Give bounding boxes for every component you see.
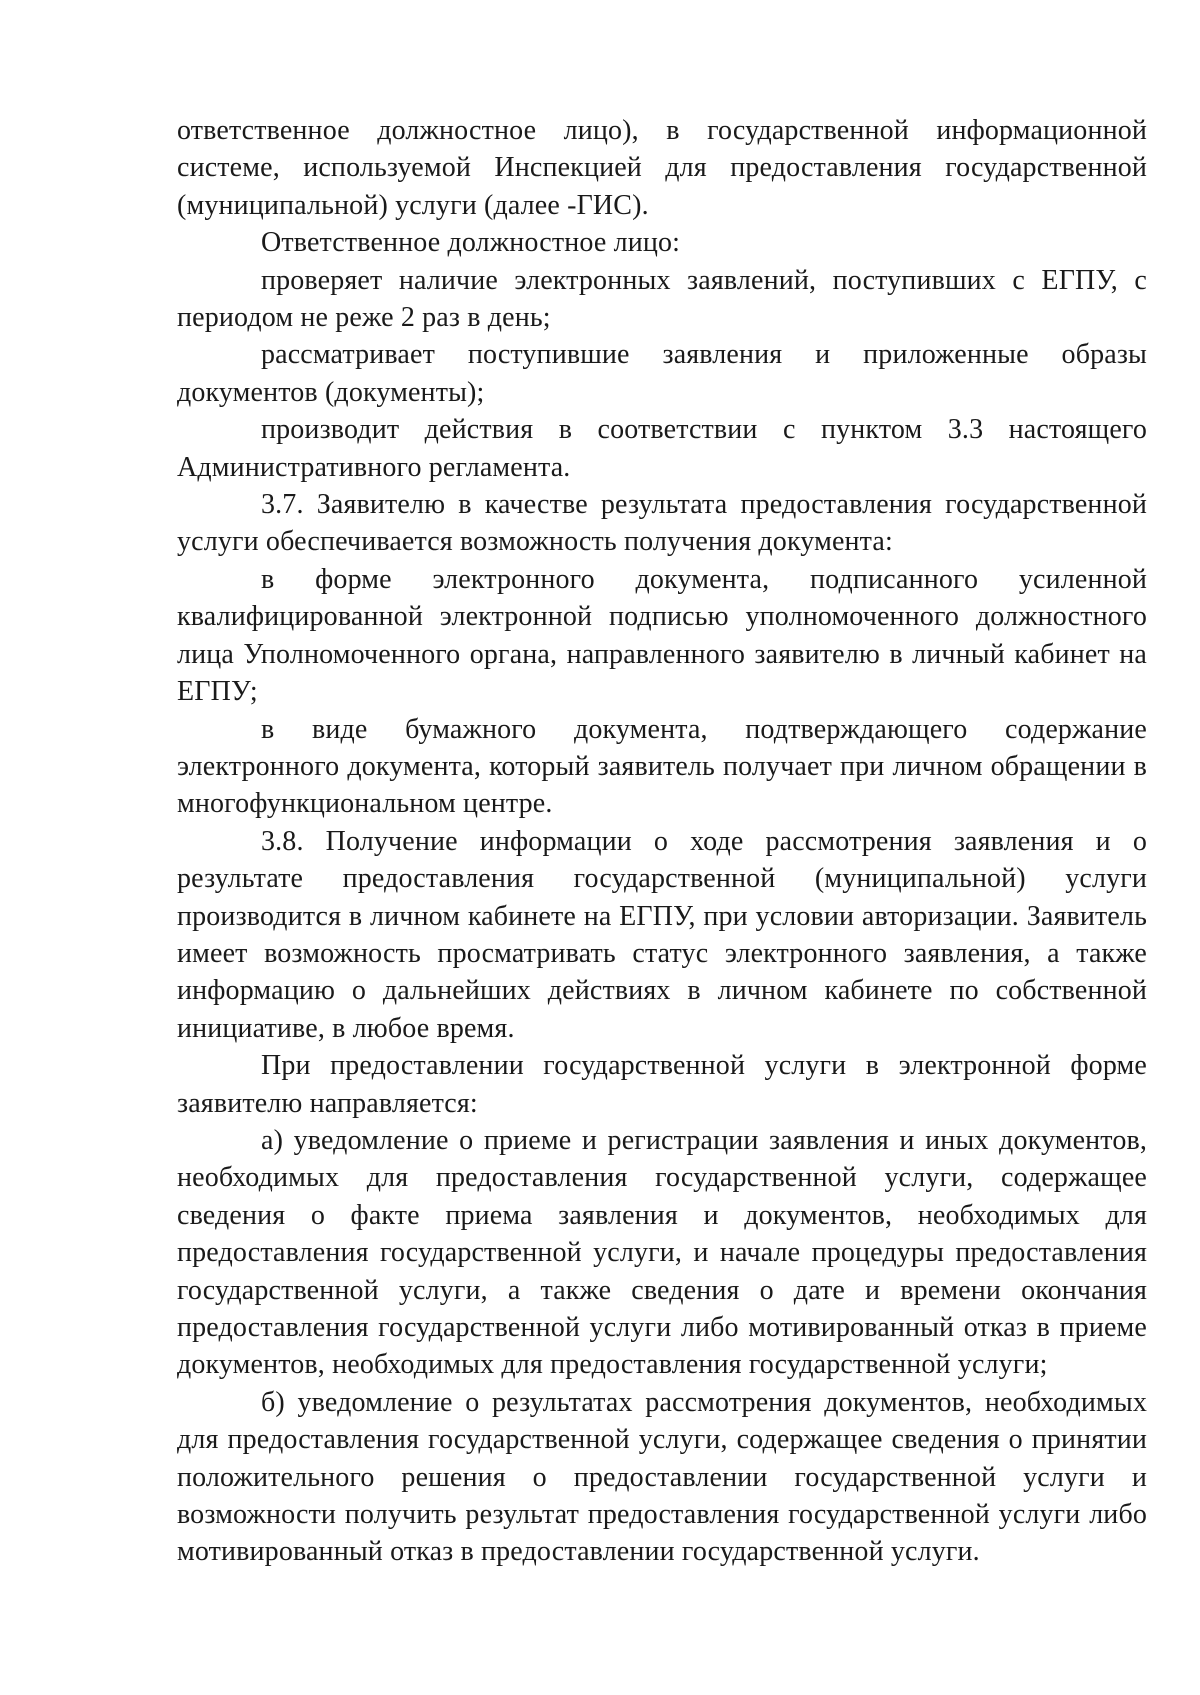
paragraph-responsible-person-heading: Ответственное должностное лицо: [261, 227, 681, 259]
paragraph-section-3-7: 3.7. Заявителю в качестве результата предоставления государственной услуги обеспечивается возможность получения документа: [177, 489, 1147, 558]
document-body [177, 112, 1147, 1571]
paragraph-section-3-8: 3.8. Получение информации о ходе рассмотрения заявления и о результате предоставления государственной (муниципальной) услуги производится в личном кабинете на ЕГПУ, при условии авторизации. Заявитель имеет возможность просматривать статус электронного заявления, а также информацию о дальнейших действиях в личном кабинете по собственной инициативе, в любое время. [177, 825, 1147, 1044]
paragraph-performs-actions: производит действия в соответствии с пунктом 3.3 настоящего Административного регламента. [177, 414, 1147, 483]
paragraph-electronic-document: в форме электронного документа, подписанного усиленной квалифицированной электронной подписью уполномоченного должностного лица Уполномоченного органа, направленного заявителю в личный кабинет на ЕГПУ; [177, 563, 1147, 708]
paragraph-notification-a: а) уведомление о приеме и регистрации заявления и иных документов, необходимых для предоставления государственной услуги, содержащее сведения о факте приема заявления и документов, необходимых для предоставления государственной услуги, и начале процедуры предоставления государственной услуги, а также сведения о дате и времени окончания предоставления государственной услуги либо мотивированный отказ в приеме документов, необходимых для предоставления государственной услуги; [177, 1124, 1147, 1381]
paragraph-checks-applications: проверяет наличие электронных заявлений, поступивших с ЕГПУ, с периодом не реже 2 раз в день; [177, 264, 1147, 334]
paragraph-notifications-intro: При предоставлении государственной услуги в электронной форме заявителю направляется: [177, 1050, 1147, 1119]
paragraph-notification-b: б) уведомление о результатах рассмотрения документов, необходимых для предоставления государственной услуги, содержащее сведения о принятии положительного решения о предоставлении государственной услуги и возможности получить результат предоставления государственной услуги либо мотивированный отказ в предоставлении государственной услуги. [177, 1386, 1147, 1568]
paragraph-reviews-applications: рассматривает поступившие заявления и приложенные образы документов (документы); [177, 339, 1147, 408]
paragraph-paper-document: в виде бумажного документа, подтверждающего содержание электронного документа, который заявитель получает при личном обращении в многофункциональном центре. [177, 713, 1147, 820]
paragraph-continuation: ответственное должностное лицо), в государственной информационной системе, используемой Инспекцией для предоставления государственной (муниципальной) услуги (далее -ГИС). [177, 115, 1147, 221]
